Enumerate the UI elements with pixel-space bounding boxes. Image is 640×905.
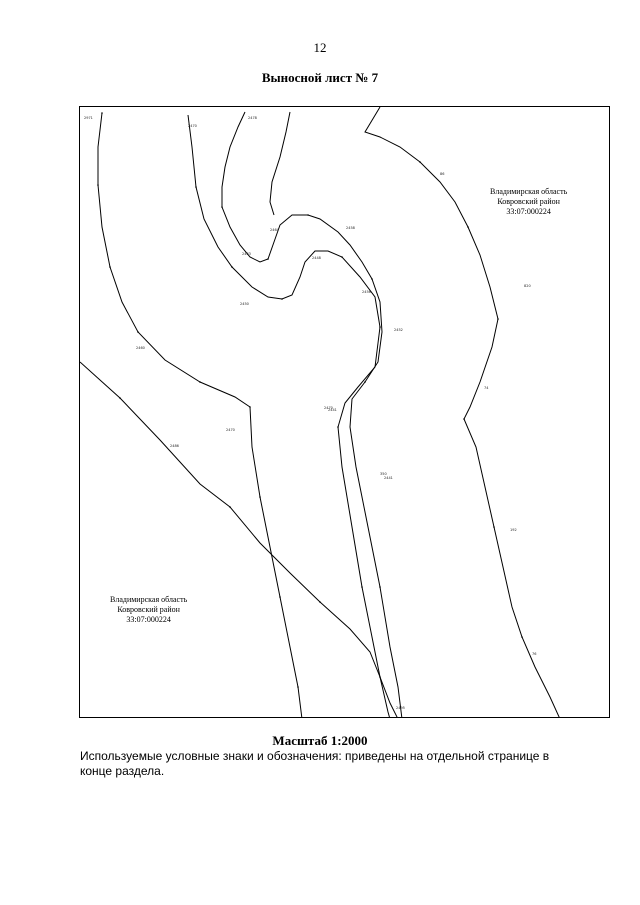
point-label: 192 — [510, 528, 517, 532]
map-frame — [79, 106, 610, 718]
region-label-line: Владимирская область — [490, 187, 568, 196]
region-label-line: 33:07:000224 — [126, 615, 171, 624]
page-number: 12 — [313, 40, 327, 55]
region-label-line: 33:07:000224 — [506, 207, 551, 216]
region-label-line: Ковровский район — [497, 197, 560, 206]
legend-note: Используемые условные знаки и обозначения: приведены на отдельной странице в конце раздела. — [80, 749, 550, 778]
region-label-left — [110, 595, 187, 625]
region-label-right — [490, 187, 567, 217]
point-label: 2448 — [312, 256, 321, 260]
point-label: 820 — [524, 284, 531, 288]
point-label: 2495 — [396, 706, 405, 710]
point-label: 2464 — [270, 228, 279, 232]
point-label: 2470 — [188, 124, 197, 128]
point-label: 2971 — [84, 116, 93, 120]
point-label: 74 — [484, 386, 489, 390]
point-label: 2486 — [170, 444, 179, 448]
region-label-line: Владимирская область — [110, 595, 188, 604]
region-label-line: Ковровский район — [117, 605, 180, 614]
point-label: 86 — [440, 172, 445, 176]
point-label: 2478 — [248, 116, 257, 120]
diagonal-boundary-line — [80, 362, 398, 718]
point-label: 2441 — [328, 408, 337, 412]
point-label: 76 — [532, 652, 537, 656]
point-label: 350 — [380, 472, 387, 476]
point-label: 2456 — [362, 290, 371, 294]
point-label: 2441 — [384, 476, 393, 480]
point-label: 2450 — [240, 302, 249, 306]
map-scale: Масштаб 1:2000 — [272, 733, 368, 748]
meander-inner-edge — [222, 112, 402, 718]
point-label: 2458 — [346, 226, 355, 230]
sheet-title: Выносной лист № 7 — [261, 70, 379, 85]
point-label: 2460 — [136, 346, 145, 350]
point-label: 2452 — [394, 328, 403, 332]
meander-outer-edge — [188, 115, 390, 718]
point-label: 2463 — [242, 252, 251, 256]
point-label: 2470 — [324, 406, 333, 410]
meander-loop-inner — [270, 112, 290, 215]
point-label: 2470 — [226, 428, 235, 432]
